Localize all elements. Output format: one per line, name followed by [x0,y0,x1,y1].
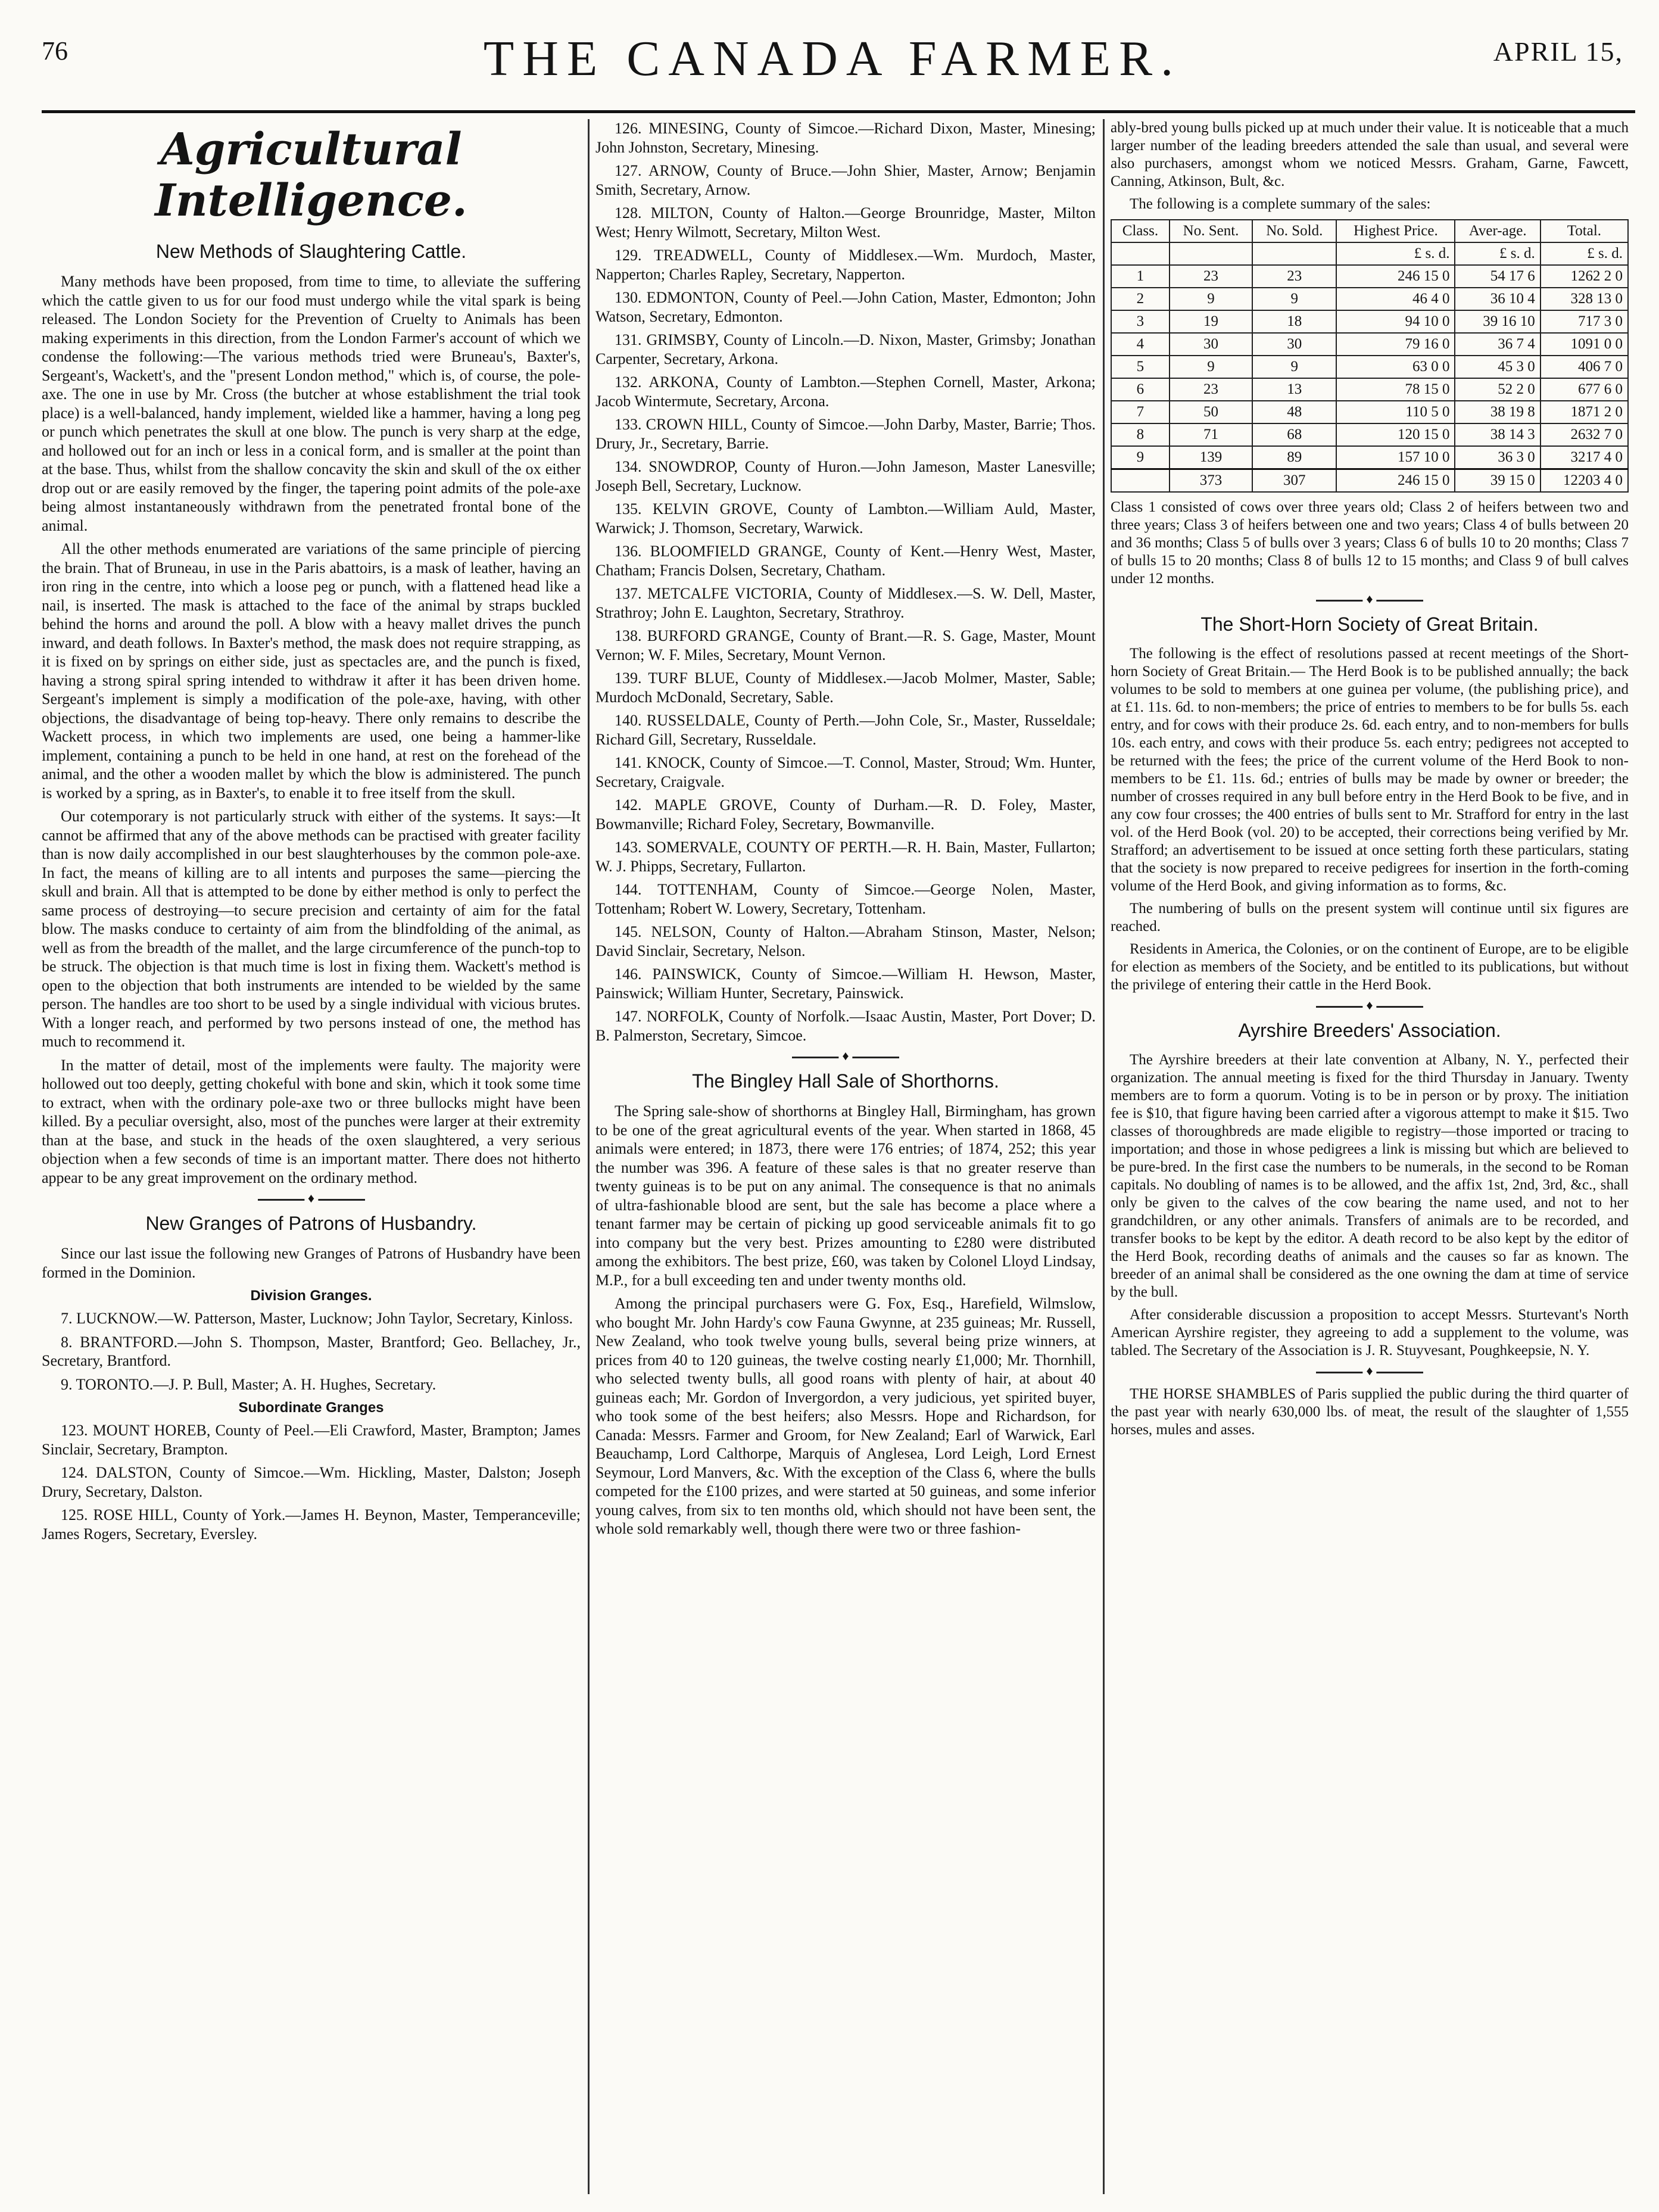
table-unit: £ s. d. [1540,242,1628,265]
grange-entry: 137. METCALFE VICTORIA, County of Middlesex.—S. W. Dell, Master, Strathroy; John E. Laughton, Secretary, Strathroy. [595,585,1096,621]
grange-entry: 147. NORFOLK, County of Norfolk.—Isaac Austin, Master, Port Dover; D. B. Palmerston, Secretary, Simcoe. [595,1008,1096,1044]
table-unit: £ s. d. [1455,242,1540,265]
table-cell [1111,469,1170,493]
grange-entry: 145. NELSON, County of Halton.—Abraham Stinson, Master, Nelson; David Sinclair, Secretary, Nelson. [595,923,1096,959]
table-cell: 2632 7 0 [1540,423,1628,446]
grange-entry: 136. BLOOMFIELD GRANGE, County of Kent.—Henry West, Master, Chatham; Francis Dolsen, Secretary, Chatham. [595,543,1096,579]
table-cell: 157 10 0 [1336,446,1455,469]
table-cell: 45 3 0 [1455,356,1540,378]
grange-entry: 144. TOTTENHAM, County of Simcoe.—George Nolen, Master, Tottenham; Robert W. Lowery, Secretary, Tottenham. [595,881,1096,917]
grange-entry: 132. ARKONA, County of Lambton.—Stephen Cornell, Master, Arkona; Jacob Wintermute, Secretary, Arcona. [595,373,1096,410]
sales-summary-table [1111,219,1629,493]
table-row [1111,288,1628,310]
table-row [1111,265,1628,288]
article-paragraph: Since our last issue the following new Granges of Patrons of Husbandry have been formed in the Dominion. [42,1245,581,1281]
table-row [1111,310,1628,333]
table-cell: 1871 2 0 [1540,401,1628,423]
article-paragraph: In the matter of detail, most of the implements were faulty. The majority were hollowed out too deeply, getting chokeful with bone and skin, which it took some time to extract, when with the ordinary pole-axe two or three bullocks might have been killed. By a peculiar oversight, also, most of the punches were larger at their extremity than at the base, and stuck in the heads of the oxen slaughtered, a very serious objection when a few seconds of time is an important matter. There does not hitherto appear to be any great improvement on the ordinary method. [42,1056,581,1186]
grange-entry: 127. ARNOW, County of Bruce.—John Shier, Master, Arnow; Benjamin Smith, Secretary, Arnow. [595,162,1096,198]
issue-date: APRIL 15, [1493,36,1623,67]
article-title: New Methods of Slaughtering Cattle. [155,241,467,262]
table-cell: 36 10 4 [1455,288,1540,310]
table-cell: 1262 2 0 [1540,265,1628,288]
masthead: THE CANADA FARMER. [483,31,1182,86]
table-cell: 12203 4 0 [1540,469,1628,493]
table-cell: 46 4 0 [1336,288,1455,310]
class-note: Class 1 consisted of cows over three years old; Class 2 of heifers between two and three years; Class 3 of heifers between one and two years; Class 4 of bulls between 20 and 36 months; Class 5 of bulls over 3 years; Class 6 of bulls 10 to 20 months; Class 7 of bulls 15 to 20 months; Class 8 of bulls 12 to 15 months; and Class 9 of bull calves under 12 months. [1111,499,1629,587]
grange-entry: 126. MINESING, County of Simcoe.—Richard Dixon, Master, Minesing; John Johnston, Secretary, Minesing. [595,120,1096,156]
grange-entry: 141. KNOCK, County of Simcoe.—T. Connol, Master, Stroud; Wm. Hunter, Secretary, Craigvale. [595,754,1096,790]
page-number: 76 [42,36,68,66]
table-cell: 89 [1252,446,1336,469]
table-cell: 30 [1252,333,1336,356]
table-unit [1170,242,1252,265]
table-cell: 9 [1170,288,1252,310]
grange-entry: 142. MAPLE GROVE, County of Durham.—R. D. Foley, Master, Bowmanville; Richard Foley, Secretary, Bowmanville. [595,796,1096,833]
header-rule [42,110,1635,113]
table-header: No. Sent. [1170,220,1252,242]
table-cell: 110 5 0 [1336,401,1455,423]
table-cell: 38 19 8 [1455,401,1540,423]
table-cell: 52 2 0 [1455,378,1540,401]
article-paragraph: All the other methods enumerated are variations of the same principle of piercing the brain. That of Bruneau, in use in the Paris abattoirs, is a mask of leather, having an iron ring in the centre, into which a loose peg or punch, with a flattened head like a nail, is inserted. The mask is attached to the face of the animal by straps buckled behind the horns and around the poll. A blow with a heavy mallet drives the punch inward, and death follows. In Baxter's method, the mask does not require strapping, as it is fixed on by springs on either side, just as spectacles are, and the punch is fixed, having a strong spiral spring intended to withdraw it after it has been driven home. Sergeant's implement is simply a modification of the pole-axe, having, with other objections, the disadvantage of being top-heavy. There only remains to describe the Wackett process, in which two implements are used, one being a hammer-like implement, containing a punch to be held in one hand, at rest on the forehead of the animal, and the other a wooden mallet by which the blow is administered. The punch is worked by a spring, as in Baxter's, to enable it to free itself from the skull. [42,540,581,802]
grange-entry: 129. TREADWELL, County of Middlesex.—Wm. Murdoch, Master, Napperton; Charles Rapley, Secretary, Napperton. [595,247,1096,283]
table-cell: 36 3 0 [1455,446,1540,469]
grange-entry: 135. KELVIN GROVE, County of Lambton.—William Auld, Master, Warwick; J. Thomson, Secretary, Warwick. [595,500,1096,537]
table-cell: 39 16 10 [1455,310,1540,333]
article-title: New Granges of Patrons of Husbandry. [145,1213,477,1234]
table-cell: 6 [1111,378,1170,401]
table-cell: 139 [1170,446,1252,469]
table-cell: 307 [1252,469,1336,493]
column-3 [1111,119,1629,2188]
grange-entry: 140. RUSSELDALE, County of Perth.—John Cole, Sr., Master, Russeldale; Richard Gill, Secretary, Russeldale. [595,712,1096,748]
grange-entry: 8. BRANTFORD.—John S. Thompson, Master, Brantford; Geo. Bellachey, Jr., Secretary, Brantford. [42,1333,581,1369]
table-units-row [1111,242,1628,265]
table-cell: 120 15 0 [1336,423,1455,446]
grange-entry: 123. MOUNT HOREB, County of Peel.—Eli Crawford, Master, Brampton; James Sinclair, Secretary, Brampton. [42,1422,581,1458]
section-separator [792,1057,899,1058]
article-paragraph: The Ayrshire breeders at their late convention at Albany, N. Y., perfected their organization. The annual meeting is fixed for the third Thursday in January. Twenty members are to form a quorum. Voting is to be in person or by proxy. The initiation fee is $10, that figure having been carried after a vigorous attempt to make it $15. Two classes of thoroughbreds are made eligible to registry—those imported or tracing to importation; and those in whose pedigrees a link is missing but which are believed to be pure-bred. In the first case the numbers to be numerals, in the second to be Roman capitals. No doubling of names is to be allowed, and the affix 1st, 2nd, 3rd, &c., shall only be given to the calves of the cow bearing the name used, and not to her grandchildren, or any other animals. Transfers of animals are to be recorded, and transfer books to be kept by the editor. A death record to be also kept by the editor of the Herd Book, recording deaths of animals and the causes so far as known. The breeder of an animal shall be considered as the one owning the dam at time of service by the bull. [1111,1052,1629,1300]
table-cell: 54 17 6 [1455,265,1540,288]
article-paragraph: After considerable discussion a proposition to accept Messrs. Sturtevant's North American Ayrshire register, they agreeing to add a supplement to the volume, was tabled. The Secretary of the Association is J. R. Stuyvesant, Poughkeepsie, N. Y. [1111,1307,1629,1359]
table-cell: 38 14 3 [1455,423,1540,446]
section-separator [1316,1006,1423,1008]
table-cell: 79 16 0 [1336,333,1455,356]
table-unit [1252,242,1336,265]
table-cell: 7 [1111,401,1170,423]
table-cell: 2 [1111,288,1170,310]
grange-entry: 133. CROWN HILL, County of Simcoe.—John Darby, Master, Barrie; Thos. Drury, Jr., Secretary, Barrie. [595,416,1096,452]
column-1 [42,119,581,2188]
grange-entry: 125. ROSE HILL, County of York.—James H. Beynon, Master, Temperanceville; James Rogers, Secretary, Eversley. [42,1506,581,1543]
table-cell: 13 [1252,378,1336,401]
table-header: No. Sold. [1252,220,1336,242]
table-cell: 3 [1111,310,1170,333]
table-cell: 1 [1111,265,1170,288]
table-cell: 18 [1252,310,1336,333]
table-header: Highest Price. [1336,220,1455,242]
column-rule [1103,119,1105,2194]
table-row [1111,378,1628,401]
table-cell: 8 [1111,423,1170,446]
table-cell: 328 13 0 [1540,288,1628,310]
section-separator [1316,1372,1423,1373]
subheading: Subordinate Granges [238,1400,384,1416]
subheading: Division Granges. [250,1288,372,1304]
table-cell: 48 [1252,401,1336,423]
grange-entry: 124. DALSTON, County of Simcoe.—Wm. Hickling, Master, Dalston; Joseph Drury, Secretary, Dalston. [42,1464,581,1500]
table-header: Total. [1540,220,1628,242]
table-cell: 373 [1170,469,1252,493]
article-paragraph: Our cotemporary is not particularly struck with either of the systems. It says:—It cannot be affirmed that any of the above methods can be practised with greater facility than is now daily accomplished in our best slaughterhouses by the common pole-axe. In fact, the means of killing are to all intents and purposes the same—piercing the skull and brain. All that is attempted to be done by either method is only to perfect the same process of destroying—to secure precision and certainty of aim for the fatal blow. The masks conduce to certainty of aim from the blindfolding of the animal, as well as from the breadth of the mallet, and the large circumference of the punch-top to be struck. The objection is that much time is lost in fixing them. Wackett's method is open to the objection that both instruments are intended to be wielded by the same person. The handles are too short to be used by a single individual with vicious brutes. With a longer reach, and performed by two persons instead of one, the method has much to recommend it. [42,808,581,1050]
table-cell: 63 0 0 [1336,356,1455,378]
table-unit [1111,242,1170,265]
article-title: The Short-Horn Society of Great Britain. [1200,613,1539,635]
table-row [1111,333,1628,356]
table-header: Class. [1111,220,1170,242]
table-row [1111,356,1628,378]
table-cell: 1091 0 0 [1540,333,1628,356]
table-row [1111,423,1628,446]
grange-entry: 146. PAINSWICK, County of Simcoe.—William H. Hewson, Master, Painswick; William Hunter, Secretary, Painswick. [595,965,1096,1002]
article-title: The Bingley Hall Sale of Shorthorns. [692,1070,999,1092]
column-2 [595,119,1096,2188]
section-banner: Agricultural Intelligence. [155,124,467,226]
article-paragraph: Many methods have been proposed, from time to time, to alleviate the suffering which the cattle given to us for our food must undergo while the vital spark is being released. The London Society for the Prevention of Cruelty to Animals has been making experiments in this direction, from the London Farmer's account of which we condense the following:—The various methods tried were Bruneau's, Baxter's, Sergeant's, Wackett's, and the "present London method," which is, of course, the pole-axe. The one in use by Mr. Cross (the butcher at whose establishment the trial took place) is a well-balanced, handy implement, wielded like a hammer, having a long peg or punch which penetrates the skull at one blow. The punch is very sharp at the edge, and hollowed out for an inch or less in a conical form, and is smaller at the point than at the base. Thus, whilst from the shallow concavity the skin and skull of the ox either drop out or are easily removed by the finger, the tapering point admits of the pole-axe being almost instantaneously withdrawn from the penetrated frontal bone of the animal. [42,273,581,534]
table-cell: 717 3 0 [1540,310,1628,333]
table-cell: 39 15 0 [1455,469,1540,493]
article-paragraph: The numbering of bulls on the present system will continue until six figures are reached. [1111,901,1629,934]
table-cell: 9 [1170,356,1252,378]
table-cell: 4 [1111,333,1170,356]
article-title: Ayrshire Breeders' Association. [1238,1020,1501,1041]
article-paragraph: The Spring sale-show of shorthorns at Bingley Hall, Birmingham, has grown to be one of the great agricultural events of the year. When started in 1868, 45 animals were entered; in 1873, there were 176 entries; of 1874, 252; this year the number was 396. A feature of these sales is that no greater reserve than twenty guineas is to be put on any animal. The consequence is that no animals of ultra-fashionable blood are sent, but the sale has become a place where a tenant farmer may be certain of picking up good serviceable animals fit to go into company but the very best. Prizes amounting to £280 were distributed among the exhibitors. The best prize, £60, was taken by Colonel Lloyd Lindsay, M.P., for a bull exceeding ten and under twenty months old. [595,1102,1096,1289]
section-separator [258,1199,365,1201]
table-cell: 23 [1170,378,1252,401]
article-paragraph: ably-bred young bulls picked up at much under their value. It is noticeable that a much larger number of the leading breeders attended the sale than usual, and several were also purchasers, amongst whom we noticed Messrs. Graham, Garne, Fawcett, Canning, Atkinson, Bult, &c. [1111,120,1629,189]
table-header-row [1111,220,1628,242]
section-separator [1316,600,1423,602]
column-rule [588,119,590,2194]
table-cell: 78 15 0 [1336,378,1455,401]
grange-entry: 128. MILTON, County of Halton.—George Brounridge, Master, Milton West; Henry Wilmott, Secretary, Milton West. [595,204,1096,241]
grange-entry: 138. BURFORD GRANGE, County of Brant.—R. S. Gage, Master, Mount Vernon; W. F. Miles, Secretary, Mount Vernon. [595,627,1096,663]
page-header [42,12,1623,113]
table-cell: 677 6 0 [1540,378,1628,401]
grange-entry: 7. LUCKNOW.—W. Patterson, Master, Lucknow; John Taylor, Secretary, Kinloss. [61,1310,573,1327]
grange-entry: 143. SOMERVALE, COUNTY OF PERTH.—R. H. Bain, Master, Fullarton; W. J. Phipps, Secretary, Fullarton. [595,839,1096,875]
article-paragraph: The following is the effect of resolutions passed at recent meetings of the Short-horn Society of Great Britain.— The Herd Book is to be published annually; the back volumes to be sold to members at one guinea per volume, (the publishing price), and at £1. 11s. 6d. to non-members; the price of entries to members to be for bulls 5s. each entry, and for cows with their produce 2s. 6d. each entry, and to non-members for bulls 10s. each entry, and cows with their produce 5s. each entry; pedigrees not accepted to be returned with the fees; the price of the current volume of the Herd Book to non-members to be £1. 11s. 6d.; entries of bulls may be made by owner or breeder; the number of crosses required in any bull before entry in the Herd Book to be five, and in any cow four crosses; the 400 entries of bulls sent to Mr. Strafford for entry in the last vol. of the Herd Book (vol. 20) to be accepted, their corrections being verified by Mr. Strafford; an advertisement to be issued at once setting forth these particulars, stating that the society is now prepared to receive pedigrees for insertion in the forth-coming volume of the Herd Book, and giving information as to forms, &c. [1111,646,1629,894]
table-cell: 36 7 4 [1455,333,1540,356]
grange-entry: 134. SNOWDROP, County of Huron.—John Jameson, Master Lanesville; Joseph Bell, Secretary, Lucknow. [595,458,1096,494]
grange-entry: 139. TURF BLUE, County of Middlesex.—Jacob Molmer, Master, Sable; Murdoch McDonald, Secretary, Sable. [595,669,1096,706]
table-intro: The following is a complete summary of the sales: [1130,196,1431,212]
table-cell: 30 [1170,333,1252,356]
table-cell: 23 [1170,265,1252,288]
table-cell: 50 [1170,401,1252,423]
table-cell: 68 [1252,423,1336,446]
grange-entry: 9. TORONTO.—J. P. Bull, Master; A. H. Hughes, Secretary. [61,1375,436,1393]
table-cell: 246 15 0 [1336,469,1455,493]
table-cell: 23 [1252,265,1336,288]
table-cell: 94 10 0 [1336,310,1455,333]
table-row [1111,401,1628,423]
news-item: THE HORSE SHAMBLES of Paris supplied the public during the third quarter of the past year with nearly 630,000 lbs. of meat, the result of the slaughter of 1,555 horses, mules and asses. [1111,1386,1629,1438]
table-row [1111,446,1628,469]
table-cell: 19 [1170,310,1252,333]
table-header: Aver-age. [1455,220,1540,242]
table-cell: 9 [1252,356,1336,378]
article-paragraph: Among the principal purchasers were G. Fox, Esq., Harefield, Wilmslow, who bought Mr. John Hardy's cow Fauna Gwynne, at 235 guineas; Mr. Russell, New Zealand, who took twelve young bulls, several being prize winners, at prices from 40 to 120 guineas, the twelve costing nearly £1,000; Mr. Thornhill, who selected twenty bulls, all good roans with plenty of hair, at about 40 guineas each; Mr. Gordon of Invergordon, a very judicious, yet spirited buyer, who took some of the best heifers; also Messrs. Hope and Richardson, for Canada: Messrs. Farmer and Groom, for New Zealand; Earl of Warwick, Earl Beauchamp, Lord Calthorpe, Marquis of Anglesea, Lord Leigh, Lord Ernest Seymour, Lord Manvers, &c. With the exception of the Class 6, where the bulls competed for the £100 prizes, and were started at 50 guineas, and some inferior young calves, from six to ten months old, which should not have been sent, the whole sold remarkably well, though there were two or three fashion- [595,1295,1096,1537]
table-cell: 3217 4 0 [1540,446,1628,469]
grange-entry: 130. EDMONTON, County of Peel.—John Cation, Master, Edmonton; John Watson, Secretary, Edmonton. [595,289,1096,325]
table-cell: 9 [1111,446,1170,469]
grange-entry: 131. GRIMSBY, County of Lincoln.—D. Nixon, Master, Grimsby; Jonathan Carpenter, Secretary, Arkona. [595,331,1096,367]
article-paragraph: Residents in America, the Colonies, or on the continent of Europe, are to be eligible for election as members of the Society, and be entitled to its publications, but without the privilege of entering their cattle in the Herd Book. [1111,941,1629,993]
table-total-row [1111,469,1628,493]
table-cell: 246 15 0 [1336,265,1455,288]
table-cell: 9 [1252,288,1336,310]
table-cell: 406 7 0 [1540,356,1628,378]
table-unit: £ s. d. [1336,242,1455,265]
table-cell: 71 [1170,423,1252,446]
table-cell: 5 [1111,356,1170,378]
table-body [1111,265,1628,492]
